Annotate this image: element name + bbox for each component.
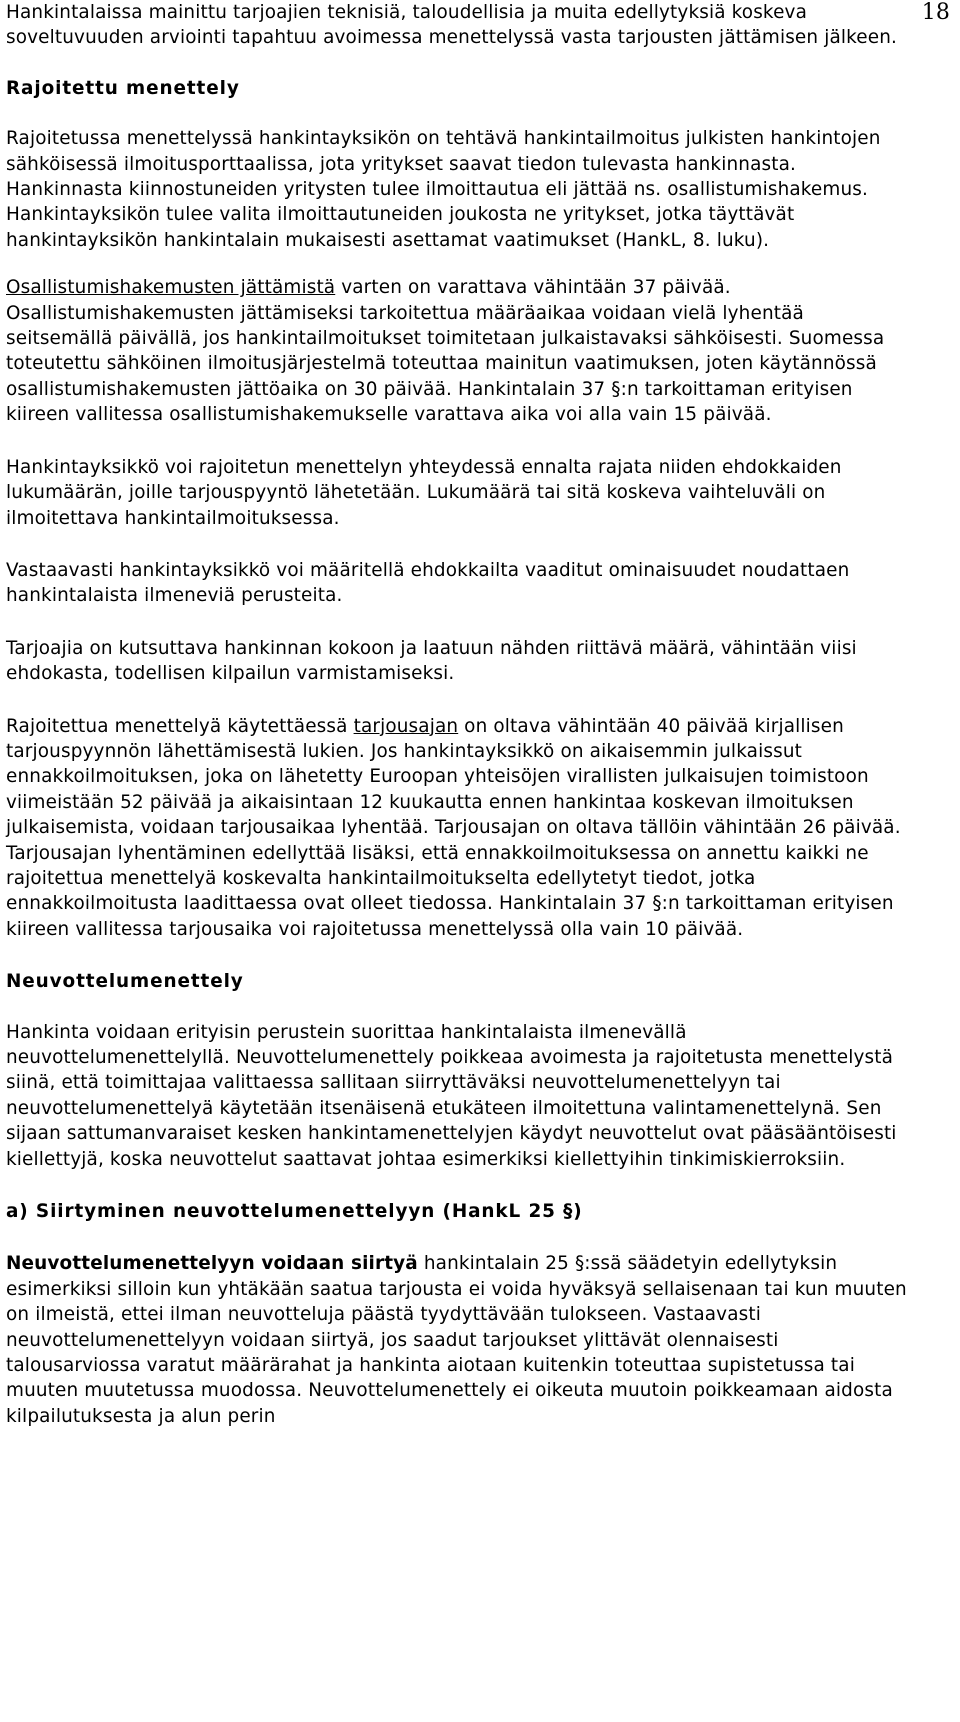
underlined-term-applications: Osallistumishakemusten jättämistä <box>6 277 336 299</box>
heading-transition-to-negotiation: a) Siirtyminen neuvottelumenettelyyn (HankL 25 §) <box>6 1201 583 1223</box>
paragraph-candidate-properties: Vastaavasti hankintayksikkö voi määritellä ehdokkailta vaaditut ominaisuudet noudattaen hankintalaista ilmeneviä perusteita. <box>6 559 850 607</box>
paragraph-application-deadline <box>6 275 950 427</box>
tender-text-start: Rajoitettua menettelyä käytettäessä <box>6 715 354 737</box>
underlined-term-tender-period: tarjousajan <box>353 715 459 737</box>
paragraph-restricted-procedure: Rajoitetussa menettelyssä hankintayksikön on tehtävä hankintailmoitus julkisten hankintojen sähköisessä ilmoitusporttaalissa, jota yritykset saavat tiedon tulevasta hankinnasta. Hankinnasta kiinnostuneiden yritysten tulee ilmoittautua eli jättää ns. osallistumishakemus. Hankintayksikön tulee valita ilmoittautuneiden joukosta ne yritykset, jotka täyttävät hankintayksikön hankintalain mukaisesti asettamat vaatimukset (HankL, 8. luku). <box>6 128 881 251</box>
paragraph-candidate-limit: Hankintayksikkö voi rajoitetun menettelyn yhteydessä ennalta rajata niiden ehdokkaiden lukumäärän, joille tarjouspyyntö lähetetään. Lukumäärä tai sitä koskeva vaihteluväli on ilmoitettava hankintailmoituksessa. <box>6 456 842 529</box>
transition-text: hankintalain 25 §:ssä säädetyin edellytyksin esimerkiksi silloin kun yhtäkään saatua tarjousta ei voida hyväksyä sellaisenaan tai kun muuten on ilmeistä, ettei ilman neuvotteluja päästä tyydyttävään tulokseen. Vastaavasti neuvottelumenettelyyn voidaan siirtyä, jos saadut tarjoukset ylittävät olennaisesti talousarviossa varatut määrärahat ja hankinta aiotaan kuitenkin toteuttaa supistetussa tai muuten muutetussa muodossa. Neuvottelumenettely ei oikeuta muutoin poikkeamaan aidosta kilpailutuksesta ja alun perin <box>6 1253 907 1427</box>
paragraph-transition <box>6 1251 950 1429</box>
heading-restricted-procedure: Rajoitettu menettely <box>6 77 240 99</box>
paragraph-intro: Hankintalaissa mainittu tarjoajien teknisiä, taloudellisia ja muita edellytyksiä koskeva soveltuvuuden arviointi tapahtuu avoimessa menettelyssä vasta tarjousten jättämisen jälkeen. <box>6 2 898 49</box>
bold-term-transition: Neuvottelumenettelyyn voidaan siirtyä <box>6 1253 418 1275</box>
paragraph-negotiated-procedure: Hankinta voidaan erityisin perustein suorittaa hankintalaista ilmenevällä neuvottelumenettelyllä. Neuvottelumenettely poikkeaa avoimesta ja rajoitetusta menettelystä siinä, että toimittajaa valittaessa sallitaan siirryttäväksi neuvottelumenettelyyn tai neuvottelumenettelyä käytetään itsenäisenä etukäteen ilmoitettuna valintamenettelynä. Sen sijaan sattumanvaraiset kesken hankintamenettelyjen käydyt neuvottelut ovat pääsääntöisesti kiellettyjä, koska neuvottelut saattavat johtaa esimerkiksi kiellettyihin tinkimiskierroksiin. <box>6 1021 897 1170</box>
paragraph-invite-tenderers: Tarjoajia on kutsuttava hankinnan kokoon ja laatuun nähden riittävä määrä, vähintään viisi ehdokasta, todellisen kilpailun varmistamiseksi. <box>6 637 857 685</box>
document-page <box>6 0 950 1429</box>
deadline-text: varten on varattava vähintään 37 päivää. Osallistumishakemusten jättämiseksi tarkoitettua määräaikaa voidaan vielä lyhentää seitsemällä päivällä, jos hankintailmoitukset toimitetaan julkaistavaksi sähköisesti. Suomessa toteutettu sähköinen ilmoitusjärjestelmä toteuttaa mainitun vaatimuksen, joten käytännössä osallistumishakemusten jättöaika on 30 päivää. Hankintalain 37 §:n tarkoittaman erityisen kiireen vallitessa osallistumishakemukselle varattava aika voi alla vain 15 päivää. <box>6 277 885 426</box>
paragraph-tender-period <box>6 714 950 943</box>
heading-negotiated-procedure: Neuvottelumenettely <box>6 971 244 993</box>
page-number: 18 <box>921 0 950 25</box>
tender-text-rest: on oltava vähintään 40 päivää kirjallisen tarjouspyynnön lähettämisestä lukien. Jos hankintayksikkö on aikaisemmin julkaissut ennakkoilmoituksen, joka on lähetetty Euroopan yhteisöjen virallisten julkaisujen toimistoon viimeistään 52 päivää ja aikaisintaan 12 kuukautta ennen hankintaa koskevan ilmoituksen julkaisemista, voidaan tarjousaikaa lyhentää. Tarjousajan on oltava tällöin vähintään 26 päivää. Tarjousajan lyhentäminen edellyttää lisäksi, että ennakkoilmoituksessa on annettu kaikki ne rajoitettua menettelyä koskevalta hankintailmoitukselta edellytetyt tiedot, jotka ennakkoilmoitusta laadittaessa ovat olleet tiedossa. Hankintalain 37 §:n tarkoittaman erityisen kiireen vallitessa tarjousaika voi rajoitetussa menettelyssä olla vain 10 päivää. <box>6 715 901 940</box>
